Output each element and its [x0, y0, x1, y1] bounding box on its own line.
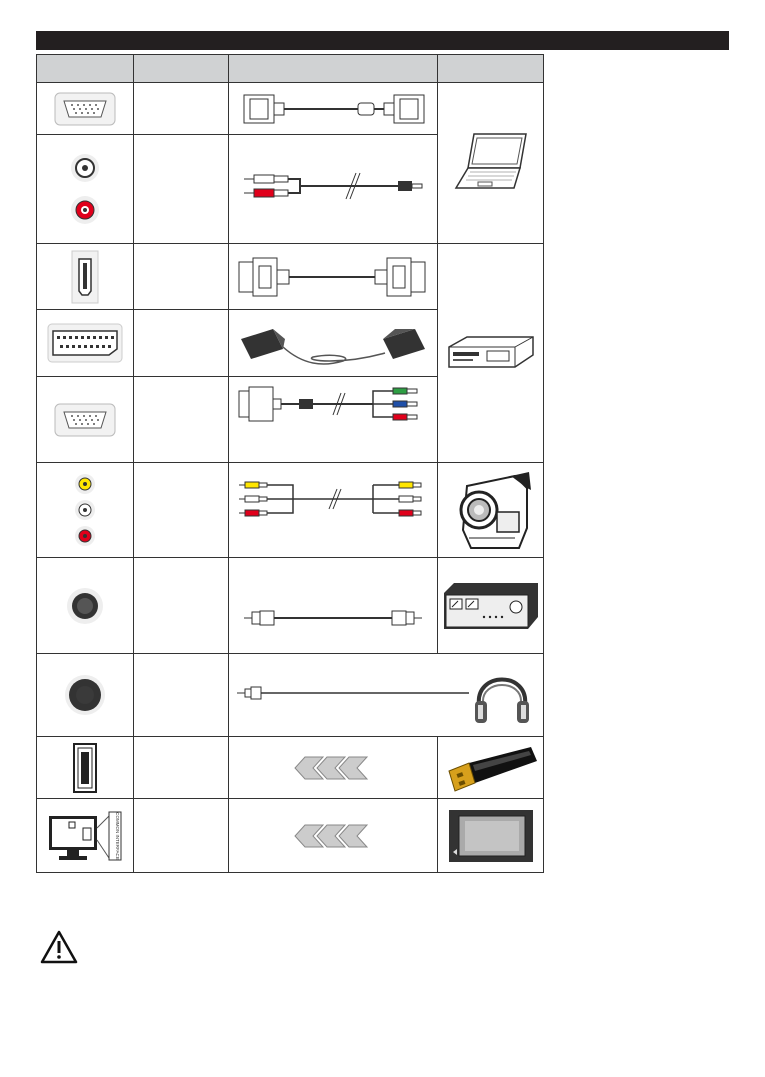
rca-audio-port-icon: [65, 144, 105, 234]
header-connector: [37, 55, 134, 83]
connections-table: [36, 54, 544, 873]
type-cell: [134, 83, 229, 135]
cable-cell: [229, 558, 438, 654]
header-cables: [229, 55, 438, 83]
composite-av-cable-icon: [233, 477, 433, 523]
cable-cell: [229, 310, 438, 377]
type-cell: [134, 799, 229, 873]
connector-cell: [37, 737, 134, 799]
table-row: [37, 463, 544, 558]
table-row: [37, 83, 544, 135]
vga-port-icon: [54, 403, 116, 437]
type-cell: [134, 558, 229, 654]
scart-port-icon: [47, 323, 123, 363]
table-row: [37, 244, 544, 310]
header-device: [438, 55, 544, 83]
composite-av-port-icon: [70, 470, 100, 550]
rca-to-minijack-cable-icon: [238, 159, 428, 219]
connector-cell: [37, 799, 134, 873]
insert-arrows-icon: [293, 823, 373, 849]
type-cell: [134, 244, 229, 310]
spdif-port-icon: [65, 586, 105, 626]
hdmi-port-icon: [70, 249, 100, 305]
device-cell: [438, 737, 544, 799]
vga-port-icon: [54, 92, 116, 126]
device-cell: [438, 799, 544, 873]
type-cell: [134, 377, 229, 463]
cable-cell: [229, 737, 438, 799]
type-cell: [134, 654, 229, 737]
warning-triangle-icon: [40, 930, 78, 964]
ci-slot-label: COMMON INTERFACE: [115, 811, 120, 860]
hdmi-cable-icon: [233, 254, 433, 300]
type-cell: [134, 463, 229, 558]
section-title-bar: [36, 31, 729, 50]
table-row: [37, 737, 544, 799]
cable-cell: [229, 244, 438, 310]
type-cell: [134, 135, 229, 244]
connector-cell: [37, 377, 134, 463]
cam-module-icon: [447, 808, 535, 864]
headphone-port-icon: [63, 673, 107, 717]
usb-port-icon: [72, 742, 98, 794]
table-header-row: [37, 55, 544, 83]
cable-cell: [229, 463, 438, 558]
type-cell: [134, 737, 229, 799]
type-cell: [134, 310, 229, 377]
vga-to-component-cable-icon: [233, 383, 433, 427]
ci-slot-icon: [45, 808, 125, 864]
headphones-icon: [469, 661, 535, 727]
headphone-cable-icon: [235, 681, 471, 705]
cable-cell: [229, 377, 438, 463]
connector-cell: [37, 654, 134, 737]
scart-cable-icon: [233, 315, 433, 371]
cable-cell: [229, 654, 544, 737]
camcorder-icon: [449, 468, 533, 552]
cable-cell: [229, 83, 438, 135]
device-cell: [438, 463, 544, 558]
table-row: [37, 654, 544, 737]
dvd-recorder-icon: [445, 333, 537, 373]
device-cell: [438, 558, 544, 654]
header-type: [134, 55, 229, 83]
table-row: [37, 799, 544, 873]
table-row: [37, 558, 544, 654]
insert-arrows-icon: [293, 755, 373, 781]
audio-amplifier-icon: [442, 581, 540, 631]
connector-cell: [37, 463, 134, 558]
cable-cell: [229, 799, 438, 873]
connector-cell: [37, 244, 134, 310]
usb-stick-icon: [443, 741, 539, 795]
connector-cell: [37, 310, 134, 377]
laptop-icon: [452, 130, 530, 196]
connector-cell: [37, 135, 134, 244]
vga-cable-icon: [238, 89, 428, 129]
device-cell: [438, 83, 544, 244]
cable-cell: [229, 135, 438, 244]
connector-cell: [37, 83, 134, 135]
device-cell: [438, 244, 544, 463]
coaxial-cable-icon: [238, 606, 428, 630]
connector-cell: [37, 558, 134, 654]
